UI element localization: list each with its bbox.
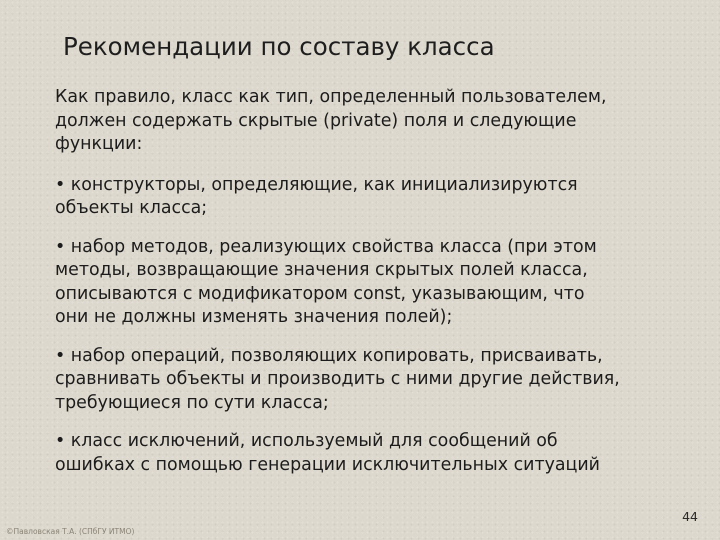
copyright-footer: ©Павловская Т.А. (СПбГУ ИТМО) <box>6 527 135 536</box>
page-number: 44 <box>682 509 698 524</box>
slide-title: Рекомендации по составу класса <box>63 32 495 61</box>
bullet-item-exceptions: • класс исключений, используемый для сообщений об ошибках с помощью генерации исключительных ситуаций <box>55 431 600 475</box>
intro-paragraph: Как правило, класс как тип, определенный пользователем, должен содержать скрытые (private) поля и следующие функции: <box>55 87 607 154</box>
bullet-item-methods: • набор методов, реализующих свойства класса (при этом методы, возвращающие значения скрытых полей класса, описываются с модификатором const, указывающим, что они не должны изменять значения полей); <box>55 236 597 327</box>
bullet-item-operations: • набор операций, позволяющих копировать, присваивать, сравнивать объекты и производить с ними другие действия, требующиеся по сути класса; <box>55 345 620 413</box>
bullet-item-constructors: • конструкторы, определяющие, как инициализируются объекты класса; <box>55 174 578 218</box>
slide-content <box>55 86 705 492</box>
